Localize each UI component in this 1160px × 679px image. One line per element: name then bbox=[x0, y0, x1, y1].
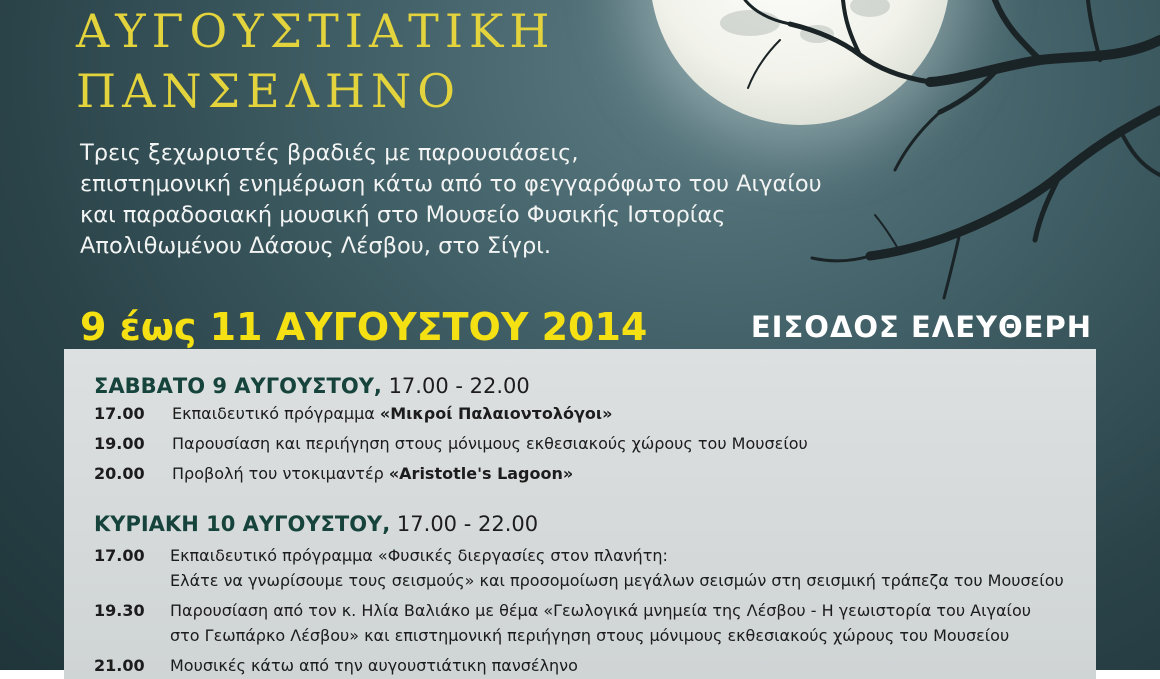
schedule-time: 20.00 bbox=[94, 464, 145, 483]
day-hours: 17.00 - 22.00 bbox=[390, 512, 539, 536]
schedule-time: 17.00 bbox=[94, 404, 145, 423]
schedule-text: Εκπαιδευτικό πρόγραμμα «Μικροί Παλαιοντολόγοι» bbox=[172, 404, 613, 423]
schedule-text: Παρουσίαση από τον κ. Ηλία Βαλιάκο με θέμα «Γεωλογικά μνημεία της Λέσβου - Η γεωιστορία του Αιγαίου bbox=[170, 601, 1032, 620]
day-heading bbox=[94, 374, 530, 398]
schedule-text: στο Γεωπάρκο Λέσβου» και επιστημονική περιήγηση στους μόνιμους εκθεσιακούς χώρους του Μουσείου bbox=[170, 626, 1010, 645]
schedule-time: 19.00 bbox=[94, 434, 145, 453]
description-line: Απολιθωμένου Δάσους Λέσβου, στο Σίγρι. bbox=[80, 233, 552, 259]
description-line: Τρεις ξεχωριστές βραδιές με παρουσιάσεις, bbox=[80, 140, 579, 166]
day-label: ΣΑΒΒΑΤΟ 9 ΑΥΓΟΥΣΤΟΥ, bbox=[94, 374, 382, 398]
description-line: και παραδοσιακή μουσική στο Μουσείο Φυσικής Ιστορίας bbox=[80, 202, 726, 228]
title-line-2: ΠΑΝΣΕΛΗΝΟ bbox=[76, 64, 461, 118]
event-dates: 9 έως 11 ΑΥΓΟΥΣΤΟΥ 2014 bbox=[80, 305, 648, 349]
schedule-time: 17.00 bbox=[94, 546, 145, 565]
free-entry-label: ΕΙΣΟΔΟΣ ΕΛΕΥΘΕΡΗ bbox=[750, 310, 1092, 344]
schedule-text: Παρουσίαση και περιήγηση στους μόνιμους εκθεσιακούς χώρους του Μουσείου bbox=[172, 434, 808, 453]
schedule-text: Εκπαιδευτικό πρόγραμμα «Φυσικές διεργασίες στον πλανήτη: bbox=[170, 546, 668, 565]
day-heading bbox=[94, 512, 538, 536]
schedule-time: 19.30 bbox=[94, 601, 145, 620]
schedule-time: 21.00 bbox=[94, 656, 145, 675]
title-line-1: ΑΥΓΟΥΣΤΙΑΤΙΚΗ bbox=[76, 4, 556, 58]
day-label: ΚΥΡΙΑΚΗ 10 ΑΥΓΟΥΣΤΟΥ, bbox=[94, 512, 391, 536]
day-hours: 17.00 - 22.00 bbox=[381, 374, 530, 398]
schedule-text: Ελάτε να γνωρίσουμε τους σεισμούς» και προσομοίωση μεγάλων σεισμών στη σεισμική τράπεζα του Μουσείου bbox=[170, 571, 1064, 590]
schedule-text: Προβολή του ντοκιμαντέρ «Aristotle's Lagoon» bbox=[172, 464, 574, 483]
description-line: επιστημονική ενημέρωση κάτω από το φεγγαρόφωτο του Αιγαίου bbox=[80, 171, 822, 197]
schedule-text: Μουσικές κάτω από την αυγουστιάτικη πανσέληνο bbox=[170, 656, 578, 675]
